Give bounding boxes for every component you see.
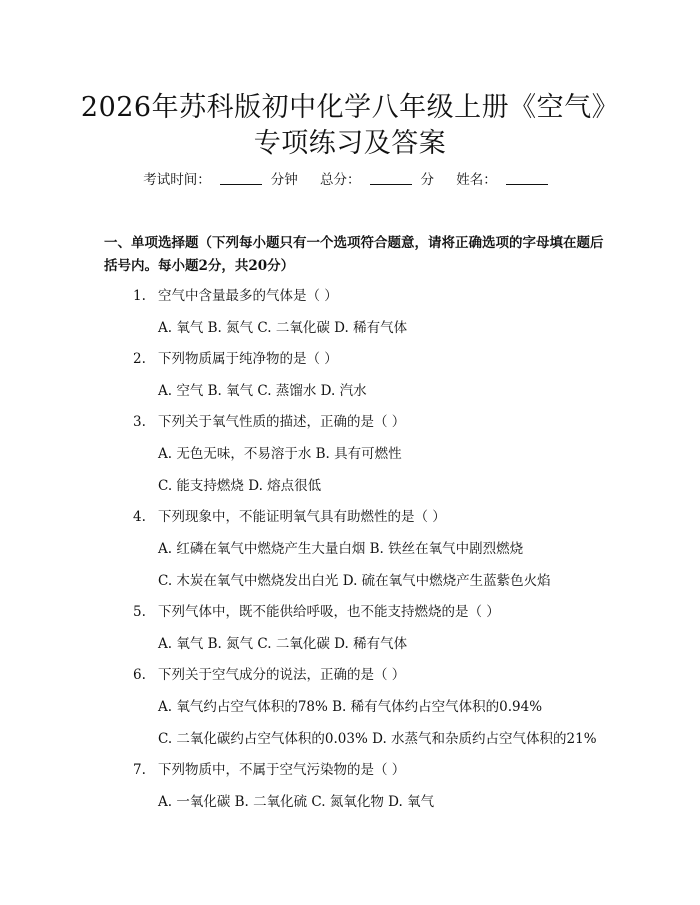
question-options: A. 空气 B. 氧气 C. 蒸馏水 D. 汽水 [158, 383, 367, 399]
exam-info-line [0, 168, 700, 188]
question-number: 2. [133, 351, 146, 367]
question-text: 下列关于空气成分的说法，正确的是（ ） [158, 667, 406, 683]
exam-time-blank[interactable] [220, 172, 262, 185]
question-number: 1. [133, 288, 146, 304]
total-score-label: 总分： [320, 172, 361, 188]
question-options: A. 红磷在氧气中燃烧产生大量白烟 B. 铁丝在氧气中剧烈燃烧 [158, 541, 524, 557]
question [133, 284, 338, 304]
question-options: C. 二氧化碳约占空气体积的0.03% D. 水蒸气和杂质约占空气体积的21% [158, 731, 597, 747]
name-blank[interactable] [506, 172, 548, 185]
name-field [456, 172, 557, 188]
total-score-field [320, 172, 438, 188]
question-options: A. 氧气约占空气体积的78% B. 稀有气体约占空气体积的0.94% [158, 699, 543, 715]
total-score-unit: 分 [420, 172, 434, 188]
question-text: 下列气体中，既不能供给呼吸，也不能支持燃烧的是（ ） [158, 604, 500, 620]
section-heading: 一、单项选择题（下列每小题只有一个选项符合题意，请将正确选项的字母填在题后括号内。每小题2分，共20分） [104, 235, 604, 274]
question [133, 758, 405, 778]
question-number: 3. [133, 414, 146, 430]
question-number: 6. [133, 667, 146, 683]
question-text: 空气中含量最多的气体是（ ） [158, 288, 338, 304]
total-score-blank[interactable] [370, 172, 412, 185]
exam-time-field [143, 172, 302, 188]
question-options: A. 一氧化碳 B. 二氧化硫 C. 氮氧化物 D. 氧气 [158, 794, 435, 810]
exam-time-unit: 分钟 [270, 172, 298, 188]
name-label: 姓名： [456, 172, 497, 188]
question [133, 663, 405, 683]
question-options: C. 木炭在氧气中燃烧发出白光 D. 硫在氧气中燃烧产生蓝紫色火焰 [158, 573, 551, 589]
exam-time-label: 考试时间： [143, 172, 211, 188]
question [133, 600, 500, 620]
question [133, 410, 405, 430]
question-options: A. 氧气 B. 氮气 C. 二氧化碳 D. 稀有气体 [158, 320, 408, 336]
question-text: 下列物质属于纯净物的是（ ） [158, 351, 338, 367]
question [133, 505, 446, 525]
question-text: 下列关于氧气性质的描述，正确的是（ ） [158, 414, 406, 430]
question [133, 347, 338, 367]
question-number: 4. [133, 509, 146, 525]
document-subtitle: 专项练习及答案 [253, 128, 447, 159]
question-options: A. 无色无味，不易溶于水 B. 具有可燃性 [158, 446, 402, 462]
question-number: 5. [133, 604, 146, 620]
document-title: 2026年苏科版初中化学八年级上册《空气》 [80, 92, 620, 123]
question-text: 下列现象中，不能证明氧气具有助燃性的是（ ） [158, 509, 446, 525]
question-number: 7. [133, 762, 146, 778]
question-text: 下列物质中，不属于空气污染物的是（ ） [158, 762, 406, 778]
question-options: A. 氧气 B. 氮气 C. 二氧化碳 D. 稀有气体 [158, 636, 408, 652]
question-options: C. 能支持燃烧 D. 熔点很低 [158, 478, 322, 494]
